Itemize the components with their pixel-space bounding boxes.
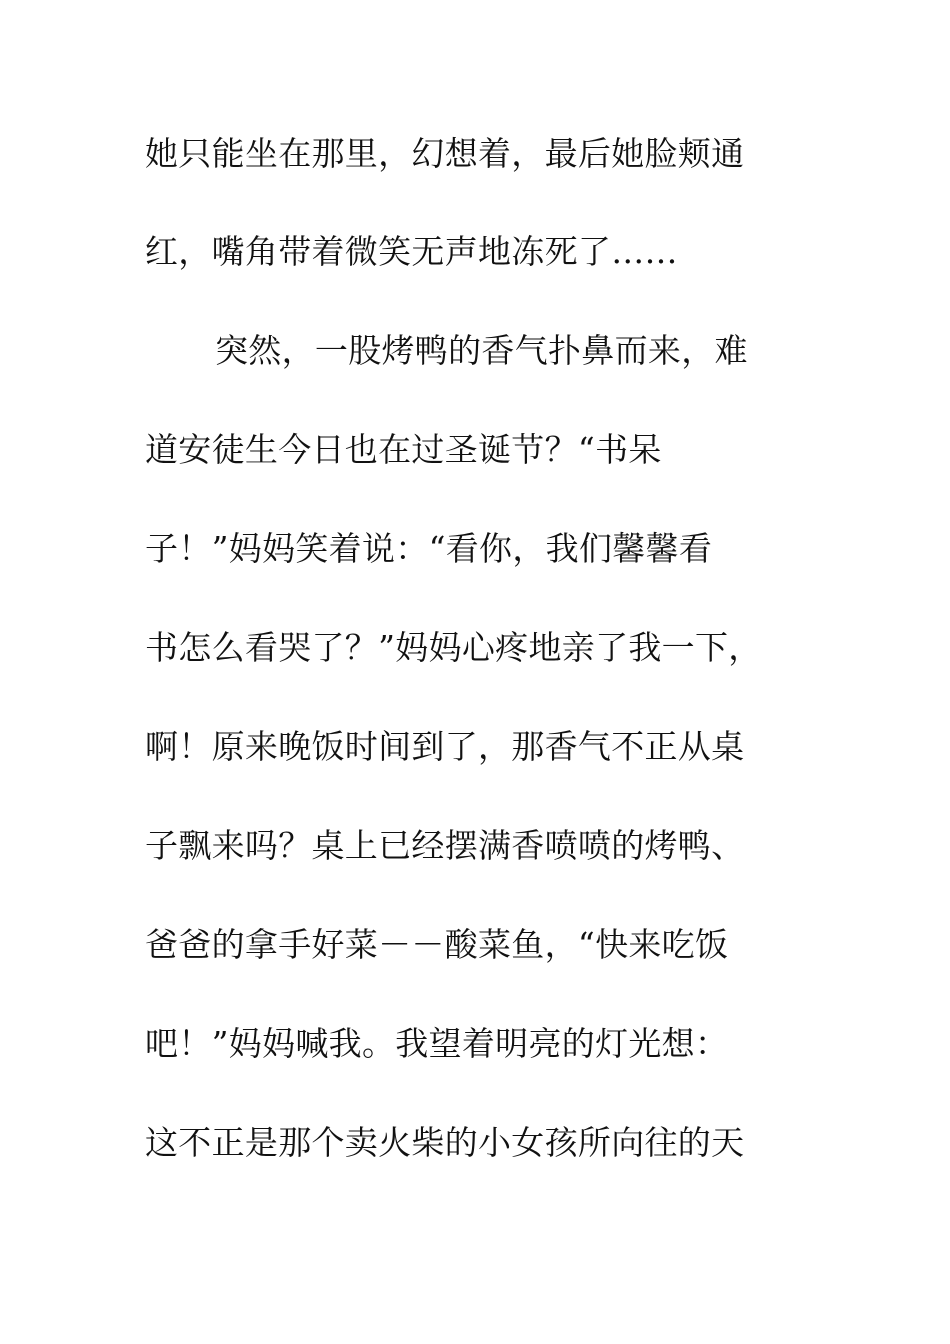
text-line: 道安徒生今日也在过圣诞节？“书呆 [145, 430, 662, 469]
text-line: 子！”妈妈笑着说：“看你，我们馨馨看 [145, 529, 713, 568]
text-line: 这不正是那个卖火柴的小女孩所向往的天 [145, 1123, 745, 1162]
text-line: 啊！原来晚饭时间到了，那香气不正从桌 [145, 727, 745, 766]
text-line: 子飘来吗？桌上已经摆满香喷喷的烤鸭、 [145, 826, 745, 865]
text-line: 爸爸的拿手好菜－－酸菜鱼，“快来吃饭 [145, 925, 729, 964]
text-line: 她只能坐在那里，幻想着，最后她脸颊通 [145, 134, 745, 173]
text-line: 红，嘴角带着微笑无声地冻死了…… [145, 232, 678, 271]
paragraph-start-line: 突然，一股烤鸭的香气扑鼻而来，难 [215, 331, 748, 370]
text-line: 书怎么看哭了？”妈妈心疼地亲了我一下， [145, 628, 762, 667]
text-line: 吧！”妈妈喊我。我望着明亮的灯光想： [145, 1024, 729, 1063]
